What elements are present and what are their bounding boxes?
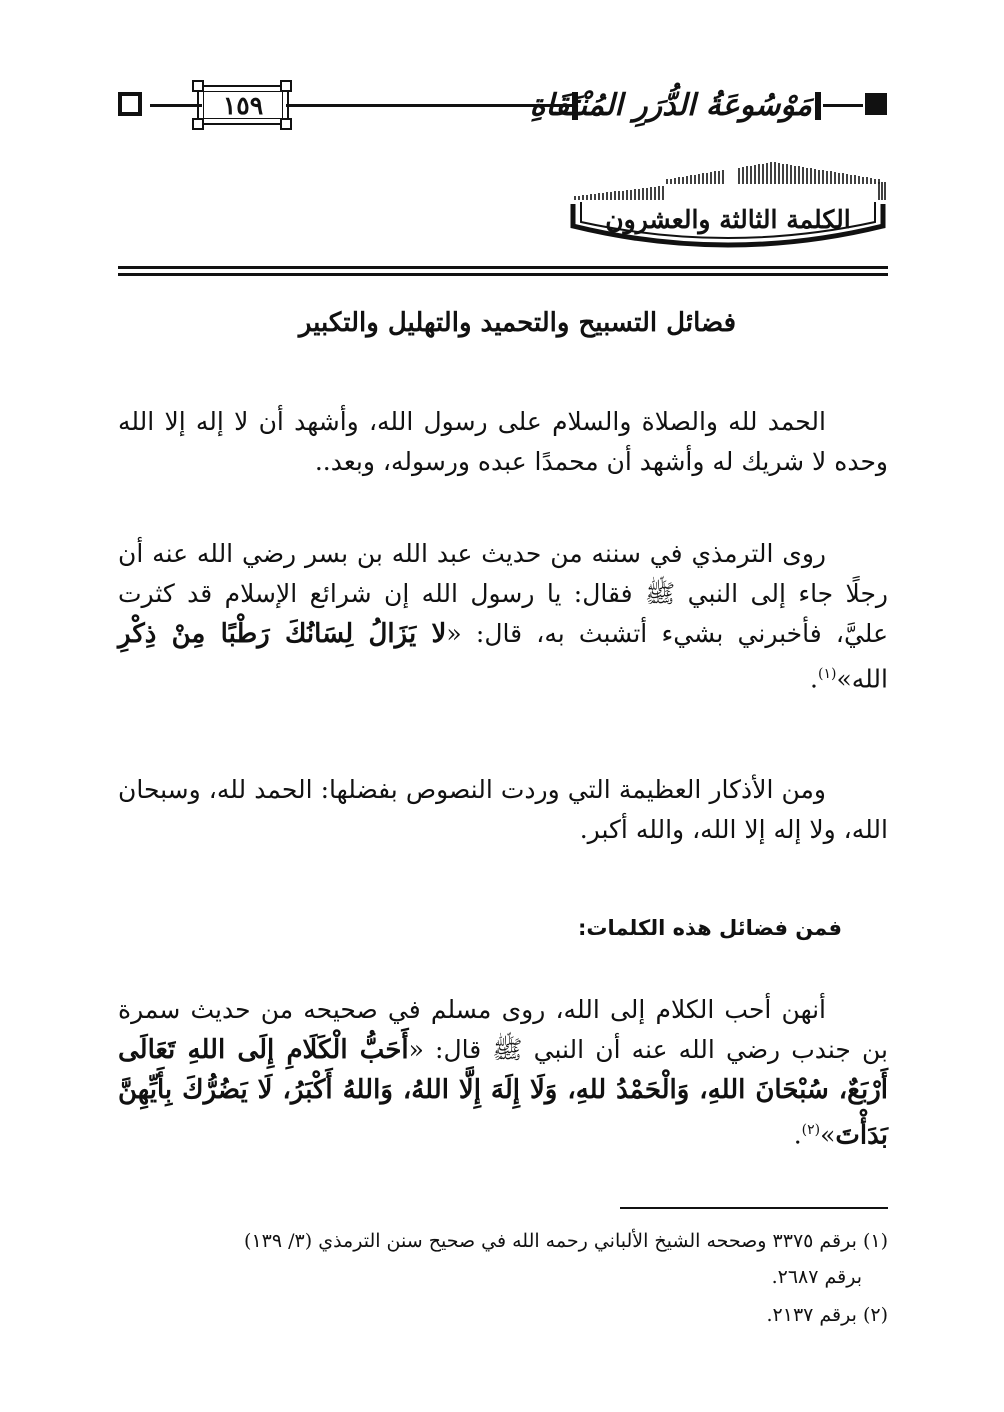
paragraph-adhkar: ومن الأذكار العظيمة التي وردت النصوص بفضلها: الحمد لله، وسبحان الله، ولا إله إلا الله، والله أكبر.	[118, 775, 888, 844]
series-title: مَوْسُوعَةُ الدُّرَرِ المُنْتَقَاةِ	[529, 88, 812, 123]
header-rule-right	[823, 104, 863, 107]
frame-corner-ornament	[192, 118, 204, 130]
paragraph-opening: الحمد لله والصلاة والسلام على رسول الله، وأشهد أن لا إله إلا الله وحده لا شريك له وأشهد أن محمدًا عبده ورسوله، وبعد..	[118, 407, 888, 476]
footnote-1-continued: برقم ٢٦٨٧.	[771, 1266, 862, 1288]
footnote-ref: (١)	[817, 666, 837, 682]
frame-corner-ornament	[280, 118, 292, 130]
footnote-1: (١) برقم ٣٣٧٥ وصححه الشيخ الألباني رحمه الله في صحيح سنن الترمذي (٣/ ١٣٩)	[244, 1230, 888, 1252]
header-divider-rule	[118, 266, 888, 269]
chapter-title: الكلمة الثالثة والعشرون	[605, 205, 851, 234]
subheading: فمن فضائل هذه الكلمات:	[577, 916, 842, 940]
paragraph-tirmidhi-hadith: روى الترمذي في سننه من حديث عبد الله بن بسر رضي الله عنه أن رجلًا جاء إلى النبي ﷺ فقال: يا رسول الله إن شرائع الإسلام قد كثرت عليَّ، فأخبرني بشيء أتشبث به، قال: «لا يَزَالُ لِسَانُكَ رَطْبًا مِنْ ذِكْرِ الله»$^{(١)}$.	[118, 539, 889, 694]
footnote-ref: (٢)	[801, 1122, 821, 1138]
header-divider-rule	[118, 273, 888, 276]
page-number: ١٥٩	[222, 90, 264, 120]
header-square-right-ornament	[865, 93, 887, 115]
paragraph-muslim-hadith: أنهن أحب الكلام إلى الله، روى مسلم في صحيحه من حديث سمرة بن جندب رضي الله عنه أن النبي ﷺ قال: «أَحَبُّ الْكَلَامِ إِلَى اللهِ تَعَالَى أَرْبَعٌ، سُبْحَانَ اللهِ، وَالْحَمْدُ للهِ، وَلَا إِلَهَ إِلَّا اللهُ، وَاللهُ أَكْبَرُ، لَا يَضُرُّكَ بِأَيِّهِنَّ بَدَأْتَ»$^{(٢)}$.	[118, 995, 888, 1151]
footnote-separator	[620, 1207, 888, 1209]
hadith-text: أَحَبُّ الْكَلَامِ إِلَى اللهِ تَعَالَى أَرْبَعٌ، سُبْحَانَ اللهِ، وَالْحَمْدُ للهِ، وَلَا إِلَهَ إِلَّا اللهُ، وَاللهُ أَكْبَرُ، لَا يَضُرُّكَ بِأَيِّهِنَّ بَدَأْتَ	[118, 1035, 888, 1151]
hadith-text: لا يَزَالُ لِسَانُكَ رَطْبًا مِنْ ذِكْرِ	[118, 619, 447, 649]
frame-corner-ornament	[280, 80, 292, 92]
header-square-left-ornament	[118, 92, 142, 116]
header-rule-left	[150, 104, 202, 107]
page-number-box	[197, 85, 289, 125]
section-title: فضائل التسبيح والتحميد والتهليل والتكبير	[298, 308, 736, 338]
frame-corner-ornament	[192, 80, 204, 92]
footnote-2: (٢) برقم ٢١٣٧.	[766, 1304, 888, 1326]
header-bar-ornament	[815, 92, 821, 120]
